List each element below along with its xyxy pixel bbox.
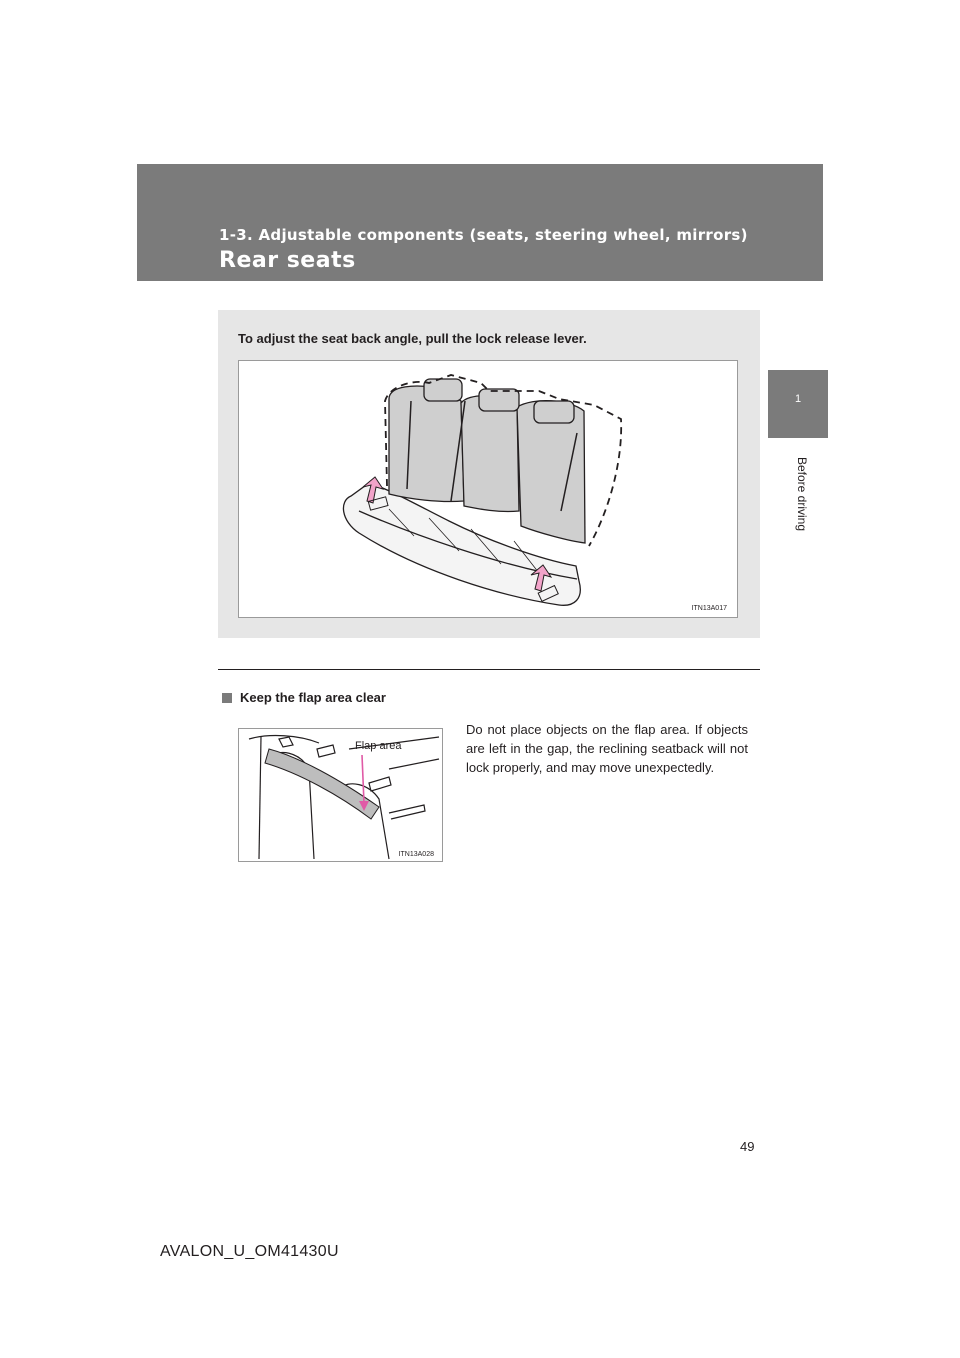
page-number: 49 [740, 1139, 755, 1154]
flap-warning-text: Do not place objects on the flap area. If objects are left in the gap, the reclining seatback will not lock properly, and may move unexpectedly. [466, 722, 748, 775]
chapter-title: Before driving [795, 456, 809, 532]
page-title: Rear seats [219, 248, 356, 273]
seat-adjust-box [218, 310, 760, 638]
rear-seat-drawing [239, 361, 737, 617]
flap-area-label: Flap area [355, 740, 402, 752]
figure-code-small: ITN13A028 [398, 851, 434, 858]
flap-area-drawing [239, 729, 442, 861]
section-label: 1-3. Adjustable components (seats, steering wheel, mirrors) [219, 226, 748, 244]
rear-seat-illustration [238, 360, 738, 618]
subheading: Keep the flap area clear [222, 690, 386, 705]
chapter-tab[interactable] [768, 370, 828, 438]
square-bullet-icon [222, 693, 232, 703]
figure-code: ITN13A017 [691, 605, 727, 612]
header-band [137, 164, 823, 281]
figure-caption: To adjust the seat back angle, pull the lock release lever. [238, 331, 587, 346]
divider [218, 669, 760, 670]
document-code: AVALON_U_OM41430U [160, 1243, 339, 1260]
chapter-number: 1 [794, 393, 802, 405]
flap-area-illustration [238, 728, 443, 862]
